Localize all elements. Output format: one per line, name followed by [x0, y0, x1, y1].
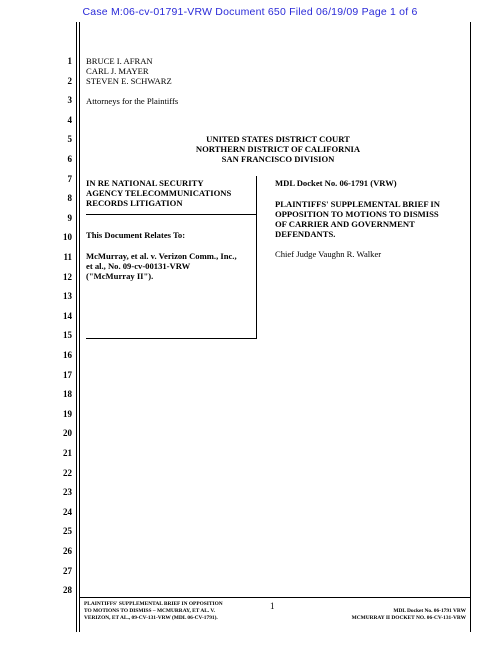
- margin-rule-left-outer: [76, 22, 77, 632]
- judge-name: Chief Judge Vaughn R. Walker: [275, 249, 382, 259]
- line-number: 7: [67, 173, 72, 184]
- court-division: SAN FRANCISCO DIVISION: [221, 154, 335, 164]
- line-number: 8: [67, 193, 72, 204]
- line-number: 16: [63, 350, 72, 360]
- line-number: 19: [63, 408, 72, 419]
- court-name: UNITED STATES DISTRICT COURT: [206, 134, 350, 144]
- line-number: 15: [63, 330, 72, 341]
- brief-title-line-1: PLAINTIFFS' SUPPLEMENTAL BRIEF IN: [275, 199, 440, 209]
- line-number: 3: [67, 95, 72, 106]
- line-number: 5: [67, 134, 72, 145]
- line-number: 4: [67, 114, 72, 125]
- margin-rule-left-inner: [79, 22, 80, 632]
- line-number: 25: [63, 526, 72, 537]
- line-number: 14: [63, 310, 72, 321]
- line-number: 10: [63, 232, 72, 243]
- brief-title-line-2: OPPOSITION TO MOTIONS TO DISMISS: [275, 209, 439, 219]
- footer-left-line-1: PLAINTIFFS' SUPPLEMENTAL BRIEF IN OPPOSITION: [84, 601, 223, 607]
- page-number: 1: [270, 601, 275, 611]
- line-number: 28: [63, 585, 72, 596]
- attorneys-for: Attorneys for the Plaintiffs: [86, 96, 179, 106]
- line-number: 2: [67, 75, 72, 86]
- line-number: 27: [63, 565, 72, 576]
- counsel-name-2: CARL J. MAYER: [86, 66, 149, 76]
- case-header: Case M:06-cv-01791-VRW Document 650 Filed 06/19/09 Page 1 of 6: [82, 6, 418, 18]
- footer-left-line-3: VERIZON, ET AL., 09-CV-131-VRW (MDL 06-CV-1791).: [84, 615, 218, 621]
- line-number: 9: [67, 212, 72, 223]
- case-ref-line-2: et al., No. 09-cv-00131-VRW: [86, 261, 191, 271]
- footer-left-line-2: TO MOTIONS TO DISMISS – MCMURRAY, ET AL. V.: [84, 608, 215, 614]
- line-number: 1: [67, 56, 72, 66]
- footer-right-line-2: MCMURRAY II DOCKET NO. 06-CV-131-VRW: [351, 615, 466, 621]
- footer-rule: [80, 597, 470, 598]
- margin-rule-right: [470, 22, 471, 632]
- docket-number: MDL Docket No. 06-1791 (VRW): [275, 178, 397, 188]
- line-number: 24: [63, 506, 72, 517]
- line-number: 26: [63, 546, 72, 556]
- line-number: 22: [63, 467, 72, 478]
- line-number: 23: [63, 487, 72, 498]
- footer-right-line-1: MDL Docket No. 06-1791 VRW: [393, 608, 466, 614]
- court-district: NORTHERN DISTRICT OF CALIFORNIA: [195, 144, 361, 154]
- line-number: 12: [63, 271, 72, 282]
- case-ref-line-1: McMurray, et al. v. Verizon Comm., Inc.,: [86, 251, 237, 261]
- line-number: 20: [63, 428, 72, 439]
- caption-line-2: AGENCY TELECOMMUNICATIONS: [86, 188, 232, 198]
- brief-title-line-3: OF CARRIER AND GOVERNMENT: [275, 219, 415, 229]
- line-number: 18: [63, 389, 72, 400]
- caption-rule-upper: [86, 214, 256, 215]
- caption-rule-lower: [86, 338, 256, 339]
- line-number: 6: [67, 154, 72, 164]
- line-number: 17: [63, 369, 72, 380]
- brief-title-line-4: DEFENDANTS.: [275, 229, 336, 239]
- relates-to: This Document Relates To:: [86, 230, 186, 240]
- caption-line-3: RECORDS LITIGATION: [86, 198, 183, 208]
- line-number: 13: [63, 291, 72, 302]
- line-number: 21: [63, 448, 72, 458]
- counsel-name-3: STEVEN E. SCHWARZ: [86, 76, 172, 86]
- case-ref-line-3: ("McMurray II").: [86, 271, 154, 281]
- caption-divider: [256, 176, 257, 339]
- counsel-name-1: BRUCE I. AFRAN: [86, 56, 153, 66]
- caption-line-1: IN RE NATIONAL SECURITY: [86, 178, 204, 188]
- line-number: 11: [63, 252, 72, 262]
